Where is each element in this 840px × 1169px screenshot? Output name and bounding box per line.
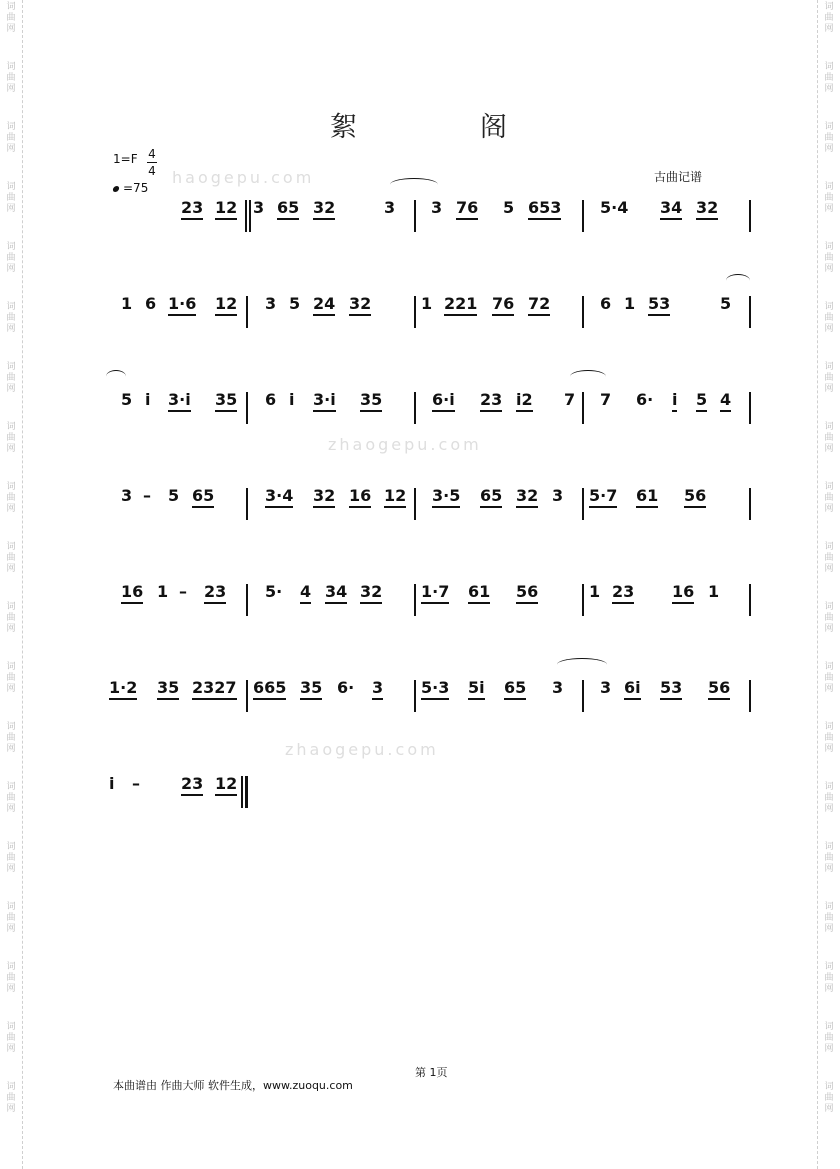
side-watermark-mark: 词 曲 网 — [824, 542, 834, 574]
note-group: i — [145, 390, 151, 409]
barline — [414, 200, 416, 232]
title-char-1: 絮 — [330, 112, 357, 143]
side-watermark-mark: 词 曲 网 — [6, 302, 16, 334]
barline — [582, 200, 584, 232]
side-watermark-mark: 词 曲 网 — [6, 962, 16, 994]
note-group: 5·3 — [421, 680, 449, 700]
side-watermark-mark: 词 曲 网 — [6, 722, 16, 754]
note-group: 35 — [215, 392, 237, 412]
note-group: 3 — [552, 486, 564, 505]
note-group: 1·2 — [109, 680, 137, 700]
note-group: 221 — [444, 296, 477, 316]
note-group: 32 — [696, 200, 718, 220]
double-barline — [245, 200, 251, 232]
note-group: 53 — [660, 680, 682, 700]
barline — [414, 584, 416, 616]
note-group: i — [109, 774, 115, 793]
side-watermark-mark: 词 曲 网 — [824, 1082, 834, 1114]
note-group: 34 — [660, 200, 682, 220]
note-group: 6 — [600, 294, 612, 313]
note-group: 32 — [313, 488, 335, 508]
note-group: 3 — [384, 198, 396, 217]
note-group: 72 — [528, 296, 550, 316]
note-group: 6· — [636, 390, 654, 409]
side-watermark-mark: 词 曲 网 — [6, 362, 16, 394]
note-group: 2327 — [192, 680, 237, 700]
note-group: 3·5 — [432, 488, 460, 508]
note-group: 23 — [181, 200, 203, 220]
note-group: 5·4 — [600, 198, 629, 217]
barline — [749, 680, 751, 712]
note-group: 76 — [492, 296, 514, 316]
barline — [246, 680, 248, 712]
note-group: 23 — [480, 392, 502, 412]
side-watermark-mark: 词 曲 网 — [824, 902, 834, 934]
side-watermark-mark: 词 曲 网 — [824, 1022, 834, 1054]
note-group: 61 — [636, 488, 658, 508]
side-watermark-mark: 词 曲 网 — [6, 422, 16, 454]
side-watermark-mark: 词 曲 网 — [824, 182, 834, 214]
note-group: 4 — [300, 584, 311, 604]
note-group: i — [289, 390, 295, 409]
note-group: 34 — [325, 584, 347, 604]
slur — [570, 370, 606, 383]
side-watermark-mark: 词 曲 网 — [6, 62, 16, 94]
note-group: 24 — [313, 296, 335, 316]
note-group: 3·i — [313, 392, 336, 412]
barline — [246, 296, 248, 328]
side-watermark-mark: 词 曲 网 — [824, 302, 834, 334]
note-group: 1 — [121, 294, 133, 313]
barline — [246, 584, 248, 616]
barline — [749, 488, 751, 520]
note-group: 32 — [313, 200, 335, 220]
note-group: i2 — [516, 392, 533, 412]
note-group: 3 — [600, 678, 612, 697]
note-group: 6 — [145, 294, 157, 313]
side-watermark-mark: 词 曲 网 — [6, 1082, 16, 1114]
barline — [414, 488, 416, 520]
note-group: 35 — [300, 680, 322, 700]
note-group: 65 — [192, 488, 214, 508]
side-watermark-mark: 词 曲 网 — [6, 1022, 16, 1054]
note-group: 65 — [277, 200, 299, 220]
note-group: 12 — [215, 296, 237, 316]
note-group: 32 — [516, 488, 538, 508]
note-group: 3 — [552, 678, 564, 697]
side-watermark-mark: 词 曲 网 — [6, 902, 16, 934]
slur — [726, 274, 750, 287]
note-group: 7 — [564, 390, 576, 409]
barline — [582, 392, 584, 424]
side-watermark-mark: 词 曲 网 — [824, 602, 834, 634]
note-group: 665 — [253, 680, 286, 700]
key-signature: 1=F — [113, 152, 138, 166]
note-group: 653 — [528, 200, 561, 220]
tempo-value: =75 — [123, 181, 149, 195]
note-group: 1·6 — [168, 296, 196, 316]
side-watermark-mark: 词 曲 网 — [6, 2, 16, 34]
slur — [557, 658, 607, 671]
note-group: 12 — [215, 776, 237, 796]
barline — [749, 296, 751, 328]
note-group: 3 — [265, 294, 277, 313]
barline — [749, 392, 751, 424]
note-group: 3·4 — [265, 488, 293, 508]
side-watermark-mark: 词 曲 网 — [6, 482, 16, 514]
note-group: 1 — [589, 582, 601, 601]
note-group: 32 — [349, 296, 371, 316]
score-line-7 — [0, 776, 840, 816]
note-group: 23 — [204, 584, 226, 604]
note-group: 1 — [708, 582, 720, 601]
quarter-note-icon — [112, 186, 120, 192]
side-watermark-mark: 词 曲 网 — [824, 2, 834, 34]
time-signature-bottom: 4 — [148, 164, 156, 178]
final-barline — [241, 776, 248, 808]
score-line-6 — [0, 680, 840, 720]
side-watermark-mark: 词 曲 网 — [824, 362, 834, 394]
note-group: 16 — [121, 584, 143, 604]
side-watermark-mark: 词 曲 网 — [6, 782, 16, 814]
note-group: 5·7 — [589, 488, 617, 508]
score-line-3 — [0, 392, 840, 432]
score-line-4 — [0, 488, 840, 528]
note-group: 1 — [624, 294, 636, 313]
side-watermark-mark: 词 曲 网 — [6, 182, 16, 214]
note-group: 56 — [708, 680, 730, 700]
title-char-2: 阁 — [480, 112, 507, 143]
note-group: 65 — [504, 680, 526, 700]
barline — [414, 392, 416, 424]
note-group: 16 — [349, 488, 371, 508]
note-group: 1·7 — [421, 584, 449, 604]
side-watermark-mark: 词 曲 网 — [824, 782, 834, 814]
note-group: – — [143, 486, 151, 505]
barline — [414, 296, 416, 328]
note-group: 5 — [696, 392, 707, 412]
note-group: 3 — [372, 680, 383, 700]
note-group: 3 — [431, 198, 443, 217]
note-group: 5 — [289, 294, 301, 313]
side-watermark-mark: 词 曲 网 — [824, 422, 834, 454]
note-group: 1 — [157, 582, 169, 601]
score-line-2 — [0, 296, 840, 336]
watermark-text: haogepu.com — [172, 168, 315, 187]
barline — [246, 488, 248, 520]
note-group: 56 — [516, 584, 538, 604]
side-watermark-mark: 词 曲 网 — [824, 722, 834, 754]
note-group: 35 — [157, 680, 179, 700]
note-group: 6 — [265, 390, 277, 409]
note-group: 5 — [503, 198, 515, 217]
note-group: 3·i — [168, 392, 191, 412]
side-watermark-mark: 词 曲 网 — [824, 122, 834, 154]
note-group: 3 — [253, 198, 265, 217]
note-group: 4 — [720, 392, 731, 412]
barline — [582, 584, 584, 616]
watermark-text: zhaogepu.com — [328, 435, 482, 454]
note-group: 16 — [672, 584, 694, 604]
tempo-marking — [113, 181, 148, 195]
note-group: 23 — [612, 584, 634, 604]
source-credit: 古曲记谱 — [654, 170, 703, 184]
note-group: 5 — [168, 486, 180, 505]
page-number: 第 1页 — [415, 1066, 448, 1079]
note-group: – — [179, 582, 187, 601]
side-watermark-mark: 词 曲 网 — [824, 962, 834, 994]
slur — [106, 370, 126, 383]
note-group: 23 — [181, 776, 203, 796]
score-line-5 — [0, 584, 840, 624]
side-watermark-mark: 词 曲 网 — [6, 122, 16, 154]
barline — [582, 296, 584, 328]
barline — [414, 680, 416, 712]
note-group: 12 — [215, 200, 237, 220]
side-watermark-mark: 词 曲 网 — [824, 482, 834, 514]
note-group: – — [132, 774, 140, 793]
barline — [749, 584, 751, 616]
note-group: 76 — [456, 200, 478, 220]
time-signature-top: 4 — [148, 147, 156, 161]
slur — [390, 178, 438, 191]
note-group: 61 — [468, 584, 490, 604]
note-group: 5 — [720, 294, 732, 313]
side-watermark-mark: 词 曲 网 — [824, 842, 834, 874]
side-watermark-mark: 词 曲 网 — [824, 242, 834, 274]
note-group: 65 — [480, 488, 502, 508]
barline — [749, 200, 751, 232]
side-watermark-mark: 词 曲 网 — [6, 242, 16, 274]
barline — [246, 392, 248, 424]
watermark-text: zhaogepu.com — [285, 740, 439, 759]
note-group: 32 — [360, 584, 382, 604]
note-group: 5 — [121, 390, 133, 409]
side-watermark-mark: 词 曲 网 — [824, 62, 834, 94]
note-group: 6· — [337, 678, 355, 697]
note-group: 7 — [600, 390, 612, 409]
note-group: 5· — [265, 582, 283, 601]
side-watermark-mark: 词 曲 网 — [6, 842, 16, 874]
note-group: 56 — [684, 488, 706, 508]
note-group: 12 — [384, 488, 406, 508]
score-line-1 — [0, 200, 840, 240]
note-group: 6i — [624, 680, 641, 700]
note-group: 1 — [421, 294, 433, 313]
footer-note: 本曲谱由 作曲大师 软件生成，www.zuoqu.com — [113, 1079, 353, 1092]
side-watermark-mark: 词 曲 网 — [6, 602, 16, 634]
note-group: 6·i — [432, 392, 455, 412]
score-title — [330, 105, 630, 144]
barline — [582, 680, 584, 712]
barline — [582, 488, 584, 520]
time-signature — [147, 146, 157, 179]
note-group: 53 — [648, 296, 670, 316]
side-watermark-mark: 词 曲 网 — [6, 662, 16, 694]
side-watermark-mark: 词 曲 网 — [824, 662, 834, 694]
note-group: 3 — [121, 486, 133, 505]
side-watermark-mark: 词 曲 网 — [6, 542, 16, 574]
note-group: 5i — [468, 680, 485, 700]
note-group: 35 — [360, 392, 382, 412]
note-group: i — [672, 392, 677, 412]
